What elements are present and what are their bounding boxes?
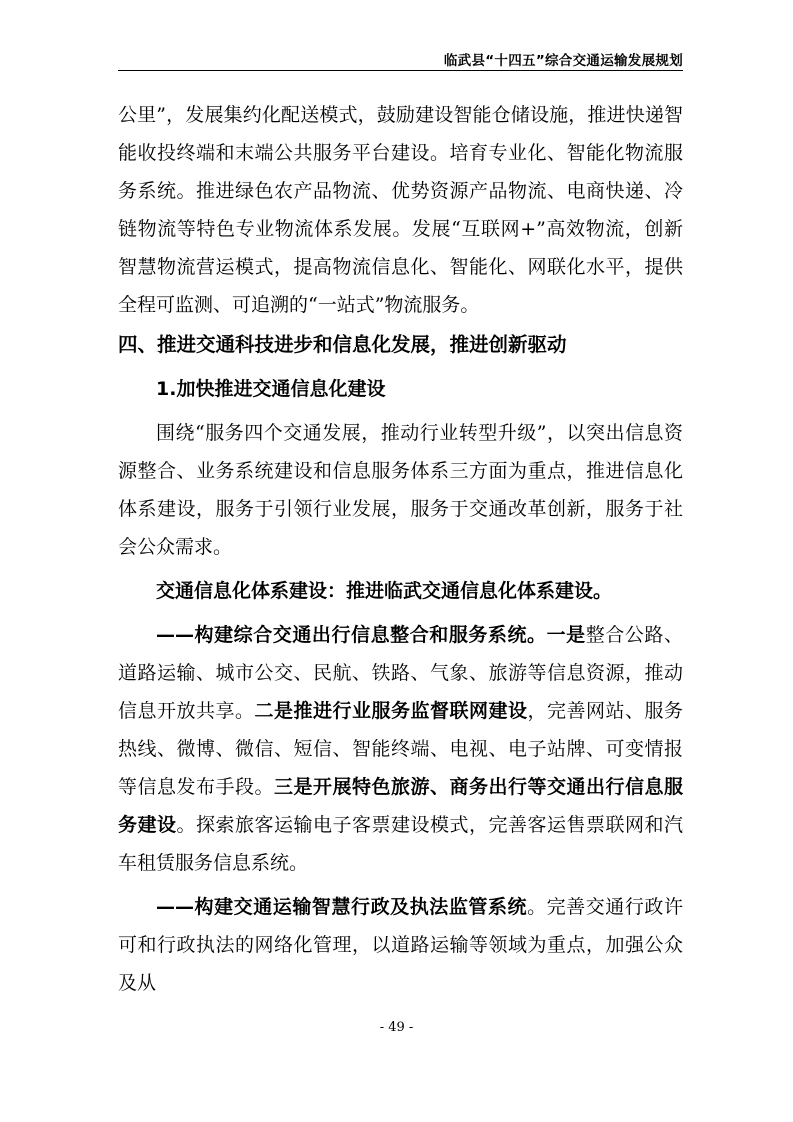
paragraph-intro: 围绕“服务四个交通发展，推动行业转型升级”，以突出信息资源整合、业务系统建设和信息服务体系三方面为重点，推进信息化体系建设，服务于引领行业发展，服务于交通改革创新，服务于社会公众需求。 <box>118 422 683 558</box>
text-two: ，完善网站、服务热线、微博、微信、短信、智能终端、电视、电子站牌、可变情报等信息发布手段。 <box>118 700 683 798</box>
sub-heading: 1.加快推进交通信息化建设 <box>156 378 386 400</box>
label-one: 一是 <box>546 624 586 646</box>
paragraph-smart-admin <box>118 888 683 1002</box>
paragraph-system-construction: 交通信息化体系建设：推进临武交通信息化体系建设。 <box>156 580 613 602</box>
label-three: 三是开展特色旅游、商务出行等交通出行信息服务建设 <box>118 776 683 836</box>
label-two: 二是推进行业服务监督联网建设 <box>254 700 528 722</box>
page-number: - 49 - <box>379 1020 414 1035</box>
paragraph-travel-info-system <box>118 616 683 882</box>
section-heading: 四、推进交通科技进步和信息化发展，推进创新驱动 <box>118 333 567 356</box>
text-three: 。探索旅客运输电子客票建设模式，完善客运售票联网和汽车租赁服务信息系统。 <box>118 814 683 874</box>
lead-smart-admin: ——构建交通运输智慧行政及执法监管系统 <box>156 896 528 918</box>
header-title: 临武县“十四五”综合交通运输发展规划 <box>443 53 683 69</box>
document-body <box>118 96 683 1002</box>
text-one: 整合公路、道路运输、城市公交、民航、铁路、气象、旅游等信息资源，推动信息开放共享。 <box>118 624 683 722</box>
text-smart-admin: 。完善交通行政许可和行政执法的网络化管理，以道路运输等领域为重点，加强公众及从 <box>118 896 683 994</box>
page-header <box>118 44 683 71</box>
lead-travel-info: ——构建综合交通出行信息整合和服务系统。 <box>156 624 547 646</box>
paragraph-logistics: 公里”，发展集约化配送模式，鼓励建设智能仓储设施，推进快递智能收投终端和末端公共服务平台建设。培育专业化、智能化物流服务系统。推进绿色农产品物流、优势资源产品物流、电商快递、冷链物流等特色专业物流体系发展。发展“互联网+”高效物流，创新智慧物流营运模式，提高物流信息化、智能化、网联化水平，提供全程可监测、可追溯的“一站式”物流服务。 <box>118 104 683 316</box>
